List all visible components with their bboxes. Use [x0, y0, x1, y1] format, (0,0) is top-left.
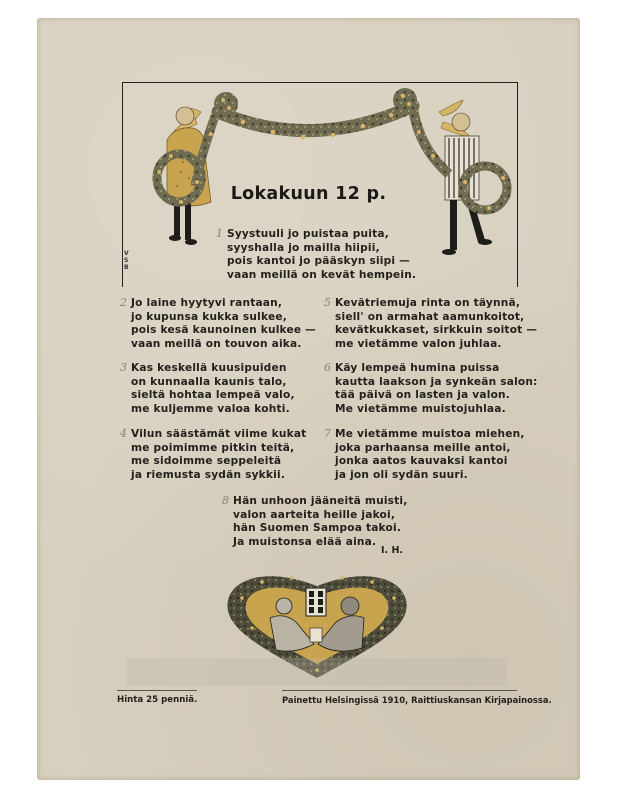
- verse-line: jo kupunsa kukka sulkee,: [131, 310, 287, 323]
- stanza-number: 6: [324, 361, 332, 374]
- stanza-number: 7: [324, 427, 332, 440]
- stanza-5: [324, 296, 538, 351]
- verse-line: me kuljemme valoa kohti.: [131, 402, 290, 415]
- stanza-number: 5: [324, 296, 332, 309]
- stanza-number: 8: [222, 494, 230, 507]
- stanza-2: [120, 296, 316, 351]
- poem-title: Lokakuun 12 p.: [230, 184, 387, 204]
- illustrator-mark: VSB: [124, 250, 129, 271]
- stanza-1: [216, 227, 417, 282]
- faded-background-print: [127, 658, 507, 686]
- stanza-number: 4: [120, 427, 128, 440]
- verse-line: syyshalla jo mailla hiipii,: [227, 241, 380, 254]
- verse-line: pois kesä kaunoinen kulkee —: [131, 324, 316, 337]
- verse-line: Kevätriemuja rinta on täynnä,: [335, 297, 521, 309]
- verse-line: tää päivä on lasten ja valon.: [335, 389, 511, 402]
- verse-line: kautta laakson ja synkeän salon:: [335, 375, 538, 388]
- verse-line: Syystuuli jo puistaa puita,: [227, 228, 389, 240]
- verse-line: siell' on armahat aamunkoitot,: [335, 310, 525, 323]
- verse-line: Kas keskellä kuusipuiden: [131, 362, 287, 374]
- verse-line: Käy lempeä humina puissa: [335, 362, 500, 374]
- printer-imprint: Painettu Helsingissä 1910, Raittiuskansan Kirjapainossa.: [282, 695, 552, 705]
- verse-line: ja jon oli sydän suuri.: [335, 468, 468, 481]
- stanza-number: 3: [120, 361, 128, 374]
- stanza-number: 1: [216, 227, 224, 240]
- verse-line: kevätkukkaset, sirkkuin soitot —: [335, 324, 538, 337]
- stanza-8: [222, 494, 408, 549]
- stanza-3: [120, 361, 295, 416]
- footer-rule-left: [117, 690, 197, 691]
- stanza-6: [324, 361, 538, 416]
- verse-line: Ja muistonsa elää aina.: [233, 535, 377, 548]
- verse-line: vaan meillä on touvon aika.: [131, 337, 302, 350]
- verse-line: joka parhaansa meille antoi,: [335, 441, 511, 454]
- verse-line: sieltä hohtaa lempeä valo,: [131, 389, 295, 402]
- verse-line: valon aarteita heille jakoi,: [233, 508, 396, 521]
- verse-line: ja riemusta sydän sykkii.: [131, 468, 286, 481]
- author-signature: I. H.: [381, 545, 404, 556]
- stanza-4: [120, 427, 307, 482]
- price-label: Hinta 25 penniä.: [117, 695, 198, 705]
- footer-rule-right: [282, 690, 517, 691]
- verse-line: Vilun säästämät viime kukat: [131, 428, 307, 440]
- stanza-number: 2: [120, 296, 128, 309]
- verse-line: hän Suomen Sampoa takoi.: [233, 522, 402, 535]
- verse-line: Jo laine hyytyvi rantaan,: [131, 297, 283, 309]
- verse-line: Me vietämme muistoa miehen,: [335, 428, 525, 440]
- verse-line: vaan meillä on kevät hempein.: [227, 268, 417, 281]
- verse-line: on kunnaalla kaunis talo,: [131, 375, 287, 388]
- verse-line: Hän unhoon jääneitä muisti,: [233, 495, 408, 507]
- verse-line: jonka aatos kauvaksi kantoi: [335, 455, 508, 468]
- verse-line: pois kantoi jo pääskyn siipi —: [227, 255, 410, 268]
- verse-line: me vietämme valon juhlaa.: [335, 337, 502, 350]
- verse-line: Me vietämme muistojuhlaa.: [335, 402, 506, 415]
- leaflet-page: [37, 18, 580, 780]
- stanza-7: [324, 427, 525, 482]
- verse-line: me sidoimme seppeleitä: [131, 455, 282, 468]
- verse-line: me poimimme pitkin teitä,: [131, 441, 295, 454]
